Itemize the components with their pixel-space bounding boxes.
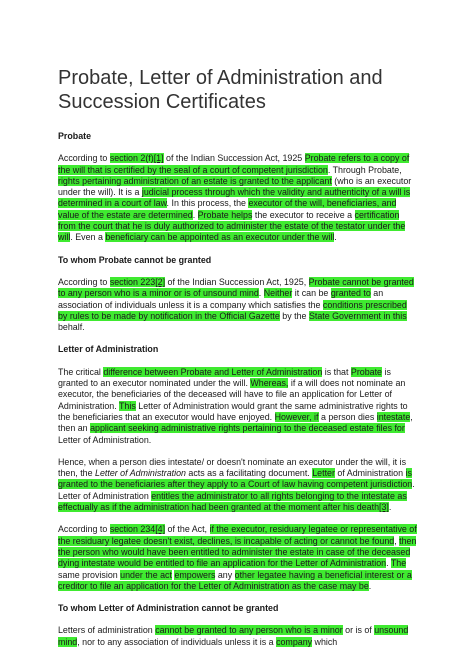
highlight: judicial process through which the validity and authenticity of a will is determined in a court of law <box>58 187 411 209</box>
footnote-link-1[interactable]: [1] <box>153 153 164 164</box>
highlight: executor of the will, beneficiaries, and value of the estate are determined <box>58 198 397 220</box>
highlight: Probate <box>350 366 382 377</box>
highlight-section-ref: section 2(f) <box>109 153 154 164</box>
title-line-2: Succession Certificates <box>58 91 266 113</box>
highlight: certification from the court that he is duly authorized to administer the estate of the testator under the will <box>58 209 406 243</box>
heading-loa-cannot: To whom Letter of Administration cannot be granted <box>58 603 279 614</box>
footnote-link-3[interactable]: [3] <box>379 502 389 513</box>
heading-probate-cannot: To whom Probate cannot be granted <box>58 254 212 265</box>
highlight: However, if <box>274 411 319 422</box>
text-run: Letter of Administration would grant the same administrative rights to the beneficiaries that an executor would have enjoyed. <box>58 400 408 422</box>
text-run: if a will does not nominate an executor, the beneficiaries of the deceased will have to file an application for Letter of Administration. <box>58 378 406 411</box>
highlight: difference between Probate and Letter of Administration <box>103 366 323 377</box>
highlight: Probate cannot be granted to any person who is a minor or is of unsound mind <box>58 276 414 299</box>
highlight: intestate <box>376 411 411 422</box>
text-run: According to <box>58 153 110 164</box>
text-run: Letters of administration <box>58 625 156 636</box>
highlight: under the act <box>120 569 172 580</box>
text-run: or is of <box>342 625 375 636</box>
text-run: According to <box>58 524 110 535</box>
text-run: of Administration <box>334 468 406 479</box>
text-run: . In this process, the <box>166 198 249 209</box>
highlight: cannot be granted to any person who is a minor <box>155 625 343 636</box>
highlight-section-ref: section 223 <box>109 276 156 287</box>
text-run: Letter of Administration. <box>58 434 152 445</box>
text-run: . <box>386 558 391 569</box>
highlight: Neither <box>263 288 293 299</box>
text-run: is granted to an executor nominated under the will. <box>58 366 391 389</box>
text-run: same provision <box>58 569 121 580</box>
footnote-link-2[interactable]: [2] <box>155 276 166 287</box>
highlight: other legatee having a beneficial interest or a creditor to file an application for the Letter of Administration as the case may be <box>58 569 412 591</box>
highlight: conditions prescribed by rules to be made by notification in the Official Gazette <box>58 299 407 321</box>
text-run: Hence, when a person dies intestate/ or doesn't nominate an executor under the will, it is then, the <box>58 456 407 479</box>
highlight: entitles the administrator to all rights belonging to the intestate as effectually as if the administration had been granted at the moment after his death <box>58 490 407 513</box>
heading-probate: Probate <box>58 131 92 141</box>
italic-term: Letter of Administration <box>95 468 186 479</box>
highlight: This <box>119 400 136 411</box>
highlight: rights pertaining administration of an estate is granted to the applicant <box>58 175 332 186</box>
paragraph-loa-intestate <box>58 457 418 513</box>
text-run: . Letter of Administration <box>58 479 415 501</box>
highlight: Letter <box>312 468 335 479</box>
text-run: . <box>368 580 372 591</box>
paragraph-section-234 <box>58 524 418 592</box>
text-run: . <box>334 232 337 243</box>
highlight: unsound mind <box>58 625 409 647</box>
highlight: if the executor, residuary legatee or representative of the residuary legatee doesn't exist, declines, is incapable of acting or cannot be found <box>58 524 417 546</box>
text-run: any <box>215 569 235 580</box>
text-run: acts as a facilitating document. <box>185 468 313 479</box>
text-run: behalf. <box>58 322 85 333</box>
document-title <box>58 66 428 114</box>
highlight: applicant seeking administrative rights pertaining to the deceased estate files for <box>90 423 405 434</box>
text-run: , <box>394 535 400 546</box>
paragraph-loa-cannot <box>58 625 418 648</box>
text-run: an association of individuals unless it is a company which satisfies the <box>58 288 384 310</box>
text-run: of the Act, <box>165 524 210 535</box>
text-run: The critical <box>58 366 104 377</box>
text-run: the executor to receive a <box>252 209 355 220</box>
text-run: According to <box>58 276 110 287</box>
text-run: (who is an executor under the will). It is a <box>58 175 412 198</box>
footnote-link-4[interactable]: [4] <box>155 524 166 535</box>
paragraph-probate-definition <box>58 153 418 243</box>
highlight: granted to <box>330 288 371 299</box>
text-run: is that <box>322 366 351 377</box>
highlight: The <box>390 558 407 569</box>
highlight: State Government in this <box>308 310 407 321</box>
text-run: , then an <box>58 411 413 434</box>
text-run: . Even a <box>70 232 106 243</box>
text-run: . <box>258 288 264 299</box>
highlight: the person who would have been entitled to administer the estate in case of the deceased dying intestate would be entitled to file an application for the Letter of Administration <box>58 546 411 569</box>
highlight: is granted to the beneficiaries after they apply to a Court of law having competent jurisdiction <box>58 468 413 490</box>
highlight: Probate refers to a copy of the will that is certified by the seal of a court of competent jurisdiction <box>58 153 410 175</box>
highlight: empowers <box>174 569 216 580</box>
text-run: a person dies <box>318 411 377 422</box>
highlight: Probate helps <box>197 209 253 220</box>
paragraph-loa-difference <box>58 367 418 446</box>
document-body <box>58 131 418 659</box>
text-run: , nor to any association of individuals unless it is a <box>77 636 277 647</box>
highlight: Whereas, <box>250 378 289 389</box>
text-run: of the Indian Succession Act, 1925, <box>165 276 309 287</box>
text-run: . <box>388 502 392 513</box>
text-run: which <box>312 636 338 647</box>
text-run: by the <box>279 310 309 321</box>
highlight-section-ref: section 234 <box>109 524 156 535</box>
heading-letter-of-administration: Letter of Administration <box>58 344 159 355</box>
text-run: of the Indian Succession Act, 1925 <box>163 153 305 164</box>
highlight: beneficiary can be appointed as an executor under the will <box>105 232 335 243</box>
highlight: company <box>276 636 313 647</box>
highlight: then <box>399 535 417 546</box>
text-run: it can be <box>292 288 331 299</box>
paragraph-probate-cannot <box>58 277 418 333</box>
text-run: . Through Probate, <box>327 164 402 175</box>
title-line-1: Probate, Letter of Administration and <box>58 67 383 89</box>
text-run: . <box>192 209 198 220</box>
